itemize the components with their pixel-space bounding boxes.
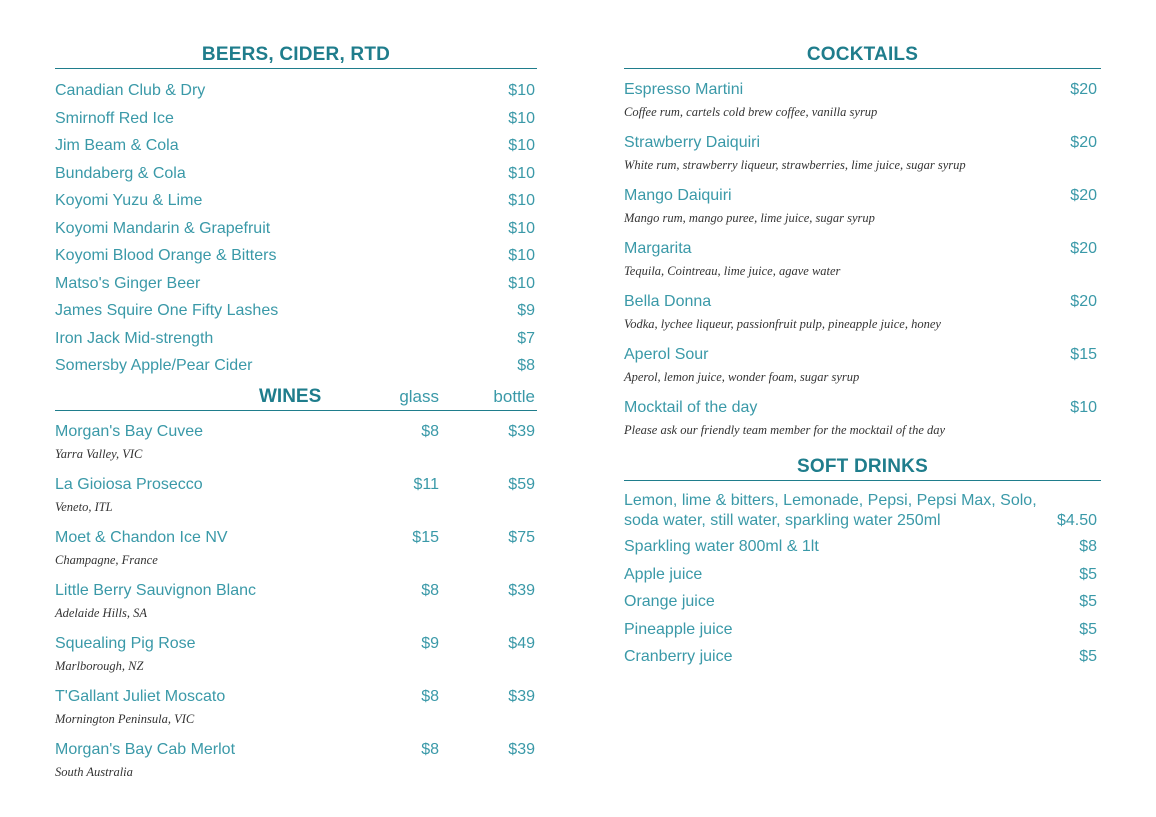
wine-bottle-price: $75 [508,528,535,546]
beer-item [55,160,537,188]
beer-item [55,352,537,380]
wine-name: Squealing Pig Rose [55,634,196,652]
wine-name: Moet & Chandon Ice NV [55,528,228,546]
beer-name: Matso's Ginger Beer [55,274,201,292]
soft-drink-name-line1: Lemon, lime & bitters, Lemonade, Pepsi, Pepsi Max, Solo, [624,492,1037,509]
wine-region: Mornington Peninsula, VIC [55,711,195,726]
soft-drink-item [624,643,1101,671]
cocktail-price: $15 [1070,346,1097,363]
beer-name: Jim Beam & Cola [55,137,179,154]
cocktail-description: Mango rum, mango puree, lime juice, sugar syrup [624,211,875,225]
beer-name: Koyomi Mandarin & Grapefruit [55,219,271,237]
beer-price: $10 [508,137,535,154]
wine-name: T'Gallant Juliet Moscato [55,687,226,705]
cocktails-header [624,40,1101,69]
wine-bottle-price: $39 [508,740,535,758]
wine-glass-price: $9 [421,634,439,652]
cocktail-description: Aperol, lemon juice, wonder foam, sugar syrup [624,370,860,384]
wines-list [55,419,537,790]
beer-item [55,77,537,105]
cocktail-item [624,236,1101,289]
wine-region: Marlborough, NZ [55,658,144,673]
soft-drink-price: $5 [1079,648,1097,665]
wine-glass-price: $15 [412,528,439,546]
wine-region: Yarra Valley, VIC [55,446,143,461]
soft-drink-price: $8 [1079,538,1097,555]
soft-drink-item [624,489,1101,533]
soft-drink-name: Cranberry juice [624,648,733,665]
beer-price: $8 [517,357,535,374]
soft-drinks-title: SOFT DRINKS [797,456,928,477]
wine-bottle-price: $49 [508,634,535,652]
soft-drink-item [624,616,1101,644]
wine-region: Champagne, France [55,552,158,567]
soft-drink-price: $5 [1079,620,1097,638]
cocktail-description: Please ask our friendly team member for the mocktail of the day [624,423,946,437]
wine-region: Adelaide Hills, SA [55,605,147,620]
beer-name: Somersby Apple/Pear Cider [55,357,253,374]
soft-drink-name-line2: soda water, still water, sparkling water 250ml [624,512,941,529]
wine-bottle-price: $39 [508,422,535,440]
beer-price: $10 [508,109,535,127]
cocktail-description: Vodka, lychee liqueur, passionfruit pulp, pineapple juice, honey [624,317,941,331]
wine-bottle-price: $39 [508,687,535,705]
wine-region: Veneto, ITL [55,499,113,514]
wine-name: Little Berry Sauvignon Blanc [55,581,256,599]
cocktail-price: $10 [1070,399,1097,416]
wine-item [55,578,537,631]
wine-name: Morgan's Bay Cab Merlot [55,740,236,758]
soft-drink-name: Sparkling water 800ml & 1lt [624,538,819,555]
cocktail-price: $20 [1070,187,1097,204]
beer-item [55,242,537,270]
beer-name: Canadian Club & Dry [55,82,206,99]
beer-item [55,105,537,133]
beer-price: $10 [508,192,535,209]
beer-price: $10 [508,247,535,264]
cocktail-description: White rum, strawberry liqueur, strawberries, lime juice, sugar syrup [624,158,966,172]
soft-drinks-header [624,452,1101,481]
cocktail-item [624,395,1101,448]
wine-item [55,631,537,684]
beer-item [55,187,537,215]
wine-name: La Gioiosa Prosecco [55,475,203,493]
beer-item [55,215,537,243]
glass-column-label: glass [399,386,439,406]
soft-drink-price: $5 [1079,565,1097,583]
beer-price: $10 [508,274,535,292]
cocktail-name: Margarita [624,240,692,257]
beer-price: $7 [517,329,535,347]
cocktail-item [624,130,1101,183]
cocktail-item [624,77,1101,130]
cocktail-price: $20 [1070,293,1097,310]
cocktail-name: Strawberry Daiquiri [624,134,761,151]
beer-price: $9 [517,302,535,319]
cocktail-item [624,183,1101,236]
wine-item [55,684,537,737]
wine-glass-price: $8 [421,687,439,705]
beer-name: Bundaberg & Cola [55,164,186,182]
cocktail-name: Espresso Martini [624,81,744,98]
wine-glass-price: $8 [421,581,439,599]
cocktail-price: $20 [1070,240,1097,257]
left-column [55,40,537,790]
wine-bottle-price: $59 [508,475,535,493]
soft-drink-price: $4.50 [1056,512,1097,529]
soft-drink-name: Apple juice [624,565,703,583]
beer-item [55,132,537,160]
wine-bottle-price: $39 [508,581,535,599]
soft-drink-item [624,533,1101,561]
soft-drinks-list [624,489,1101,671]
bottle-column-label: bottle [493,386,535,406]
wine-name: Morgan's Bay Cuvee [55,422,204,440]
cocktails-list [624,77,1101,448]
cocktail-name: Mocktail of the day [624,399,758,416]
beer-name: Smirnoff Red Ice [55,109,174,127]
beer-price: $10 [508,164,535,182]
cocktail-price: $20 [1070,81,1097,98]
cocktail-name: Bella Donna [624,293,712,310]
cocktail-price: $20 [1070,134,1097,151]
wine-item [55,419,537,472]
wine-glass-price: $8 [421,422,439,440]
beer-item [55,297,537,325]
wines-header [55,382,537,411]
beers-header [55,40,537,69]
soft-drink-item [624,561,1101,589]
wines-title: WINES [259,385,322,407]
cocktail-name: Mango Daiquiri [624,187,732,204]
cocktails-title: COCKTAILS [806,44,919,65]
wine-glass-price: $8 [421,740,439,758]
beer-name: Koyomi Yuzu & Lime [55,192,203,209]
wine-item [55,525,537,578]
beers-list [55,77,537,380]
beer-name: Iron Jack Mid-strength [55,329,214,347]
wine-item [55,472,537,525]
right-column [624,40,1101,671]
cocktail-item [624,342,1101,395]
beer-item [55,325,537,353]
cocktail-description: Coffee rum, cartels cold brew coffee, vanilla syrup [624,105,878,119]
cocktail-description: Tequila, Cointreau, lime juice, agave water [624,264,841,278]
wine-region: South Australia [55,764,133,779]
cocktail-item [624,289,1101,342]
wine-glass-price: $11 [413,475,439,493]
beer-price: $10 [508,82,535,99]
beers-title: BEERS, CIDER, RTD [201,44,391,65]
beer-item [55,270,537,298]
wine-item [55,737,537,790]
cocktail-name: Aperol Sour [624,346,709,363]
soft-drink-item [624,588,1101,616]
soft-drink-name: Pineapple juice [624,620,733,638]
beer-name: Koyomi Blood Orange & Bitters [55,247,277,264]
soft-drink-name: Orange juice [624,593,715,610]
beer-name: James Squire One Fifty Lashes [55,302,279,319]
beer-price: $10 [508,219,535,237]
soft-drink-price: $5 [1079,593,1097,610]
